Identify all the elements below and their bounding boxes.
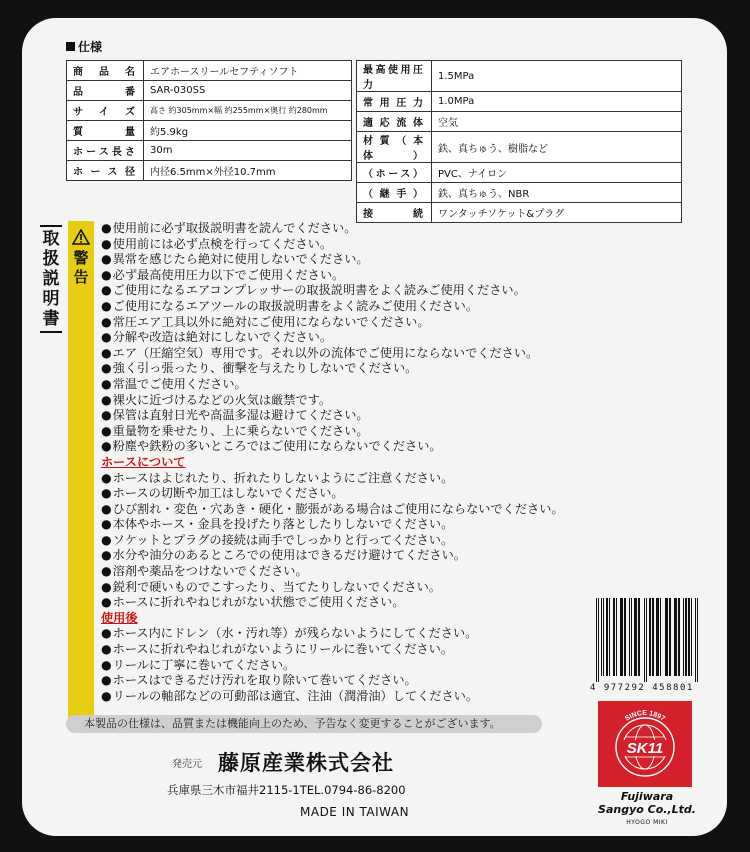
spec-value: 空気 (432, 112, 682, 132)
barcode-bar (629, 598, 630, 676)
barcode-bar (638, 598, 640, 676)
barcode-bar (674, 598, 677, 676)
spec-key: 適応流体 (357, 112, 432, 132)
barcode-bar (609, 598, 610, 676)
barcode-bar (601, 598, 602, 676)
manual-label-char: 説 (42, 269, 60, 289)
list-item: ● ホースはよじれたり、折れたりしないようにご注意ください。 (101, 471, 564, 487)
spec-key: サイズ (67, 101, 144, 121)
spec-key: 常用圧力 (357, 92, 432, 112)
list-item: ● 使用前に必ず取扱説明書を読んでください。 (101, 221, 564, 237)
barcode-bar (649, 598, 651, 676)
list-item: ● 粉塵や鉄粉の多いところではご使用にならないでください。 (101, 439, 564, 455)
warning-triangle-icon (72, 229, 90, 245)
manual-label (40, 225, 62, 333)
barcode-bar (598, 598, 599, 682)
spec-key: 接続 (357, 203, 432, 223)
barcode-number: 4 977292 458801 (590, 683, 694, 693)
manual-label-char: 扱 (42, 249, 60, 269)
list-item: ● 重量物を乗せたり、上に乗らないでください。 (101, 424, 564, 440)
spec-value: ワンタッチソケット&プラグ (432, 203, 682, 223)
spec-key: 品番 (67, 81, 144, 101)
list-item: ● 常温でご使用ください。 (101, 377, 564, 393)
spec-value: SAR-030SS (144, 81, 352, 101)
square-bullet-icon (66, 42, 75, 51)
list-item: ● ホースに折れやねじれがない状態でご使用ください。 (101, 595, 564, 611)
product-label-card (22, 18, 727, 836)
list-item: ● 使用前には必ず点検を行ってください。 (101, 237, 564, 253)
spec-key: （ホース） (357, 163, 432, 183)
spec-row (67, 161, 352, 181)
barcode-bar (691, 598, 692, 676)
barcode-bar (634, 598, 637, 676)
list-item: ● 異常を感じたら絶対に使用しないでください。 (101, 252, 564, 268)
list-item: ● 鋭利で硬いものでこすったり、当てたりしないでください。 (101, 580, 564, 596)
warning-char: 警 (73, 249, 89, 267)
barcode-bar (683, 598, 684, 676)
spec-key: ホース長さ (67, 141, 144, 161)
barcode-bar (624, 598, 626, 676)
warning-label (71, 249, 91, 287)
barcode-bar (606, 598, 608, 676)
spec-title: 仕様 (66, 38, 102, 55)
after-use-heading: 使用後 (101, 610, 138, 625)
manual-label-char: 書 (42, 309, 60, 329)
barcode-bar (613, 598, 615, 676)
barcode-bar (678, 598, 680, 676)
list-item: ● エア（圧縮空気）専用です。それ以外の流体でご使用にならないでください。 (101, 346, 564, 362)
list-item: ● 保管は直射日光や高温多湿は避けてください。 (101, 408, 564, 424)
barcode-bar (688, 598, 690, 676)
barcode-bar (685, 598, 687, 676)
list-item: ● 水分や油分のあるところでの使用はできるだけ避けてください。 (101, 548, 564, 564)
list-item: ● ホースはできるだけ汚れを取り除いて巻いてください。 (101, 673, 564, 689)
barcode-bar (596, 598, 597, 682)
spec-value: 鉄、真ちゅう、NBR (432, 183, 682, 203)
barcode-bars (590, 598, 708, 682)
list-item: ● 裸火に近づけるなどの火気は厳禁です。 (101, 393, 564, 409)
spec-row (67, 121, 352, 141)
spec-value: 30m (144, 141, 352, 161)
made-in-label: MADE IN TAIWAN (300, 805, 410, 819)
spec-value: 内径6.5mm×外径10.7mm (144, 161, 352, 181)
spec-value: 鉄、真ちゅう、樹脂など (432, 132, 682, 163)
spec-value: 1.5MPa (432, 61, 682, 92)
barcode-bar (631, 598, 632, 676)
spec-row (67, 141, 352, 161)
list-item: ● ご使用になるエアツールの取扱説明書をよく読みご使用ください。 (101, 299, 564, 315)
list-item: ● ホースの切断や加工はしないでください。 (101, 486, 564, 502)
barcode-bar (644, 598, 645, 682)
spec-key: 商品名 (67, 61, 144, 81)
barcode-bar (656, 598, 659, 676)
spec-key: 質量 (67, 121, 144, 141)
list-item: ● 必ず最高使用圧力以下でご使用ください。 (101, 268, 564, 284)
svg-text:SINCE 1897: SINCE 1897 (624, 709, 666, 723)
list-item: ● 常圧エア工具以外に絶対にご使用にならないでください。 (101, 315, 564, 331)
seller-label: 発売元 (172, 759, 202, 770)
spec-value: 1.0MPa (432, 92, 682, 112)
manual-label-char: 取 (42, 229, 60, 249)
barcode-bar (697, 598, 698, 682)
spec-key: 材質（本体） (357, 132, 432, 163)
spec-value: エアホースリールセフティソフト (144, 61, 352, 81)
spec-row (357, 92, 682, 112)
barcode-bar (695, 598, 696, 682)
hose-heading: ホースについて (101, 454, 186, 469)
barcode-bar (646, 598, 647, 682)
company-address: 兵庫県三木市福井2115-1TEL.0794-86-8200 (167, 783, 406, 797)
company-name: 藤原産業株式会社 (218, 751, 394, 775)
spec-row (357, 203, 682, 223)
list-item: ● ひび割れ・変色・穴あき・硬化・膨張がある場合はご使用にならないでください。 (101, 502, 564, 518)
spec-table-left (66, 60, 352, 181)
spec-row (357, 163, 682, 183)
list-item: ● ホースに折れやねじれがないようにリールに巻いてください。 (101, 642, 564, 658)
spec-row (357, 183, 682, 203)
spec-row (67, 61, 352, 81)
spec-key: （継手） (357, 183, 432, 203)
brand-name: Fujiwara Sangyo Co.,Ltd. HYOGO MIKI (598, 790, 696, 826)
spec-value: 約5.9kg (144, 121, 352, 141)
warning-bar (68, 221, 94, 719)
spec-value: PVC、ナイロン (432, 163, 682, 183)
barcode-bar (652, 598, 654, 676)
list-item: ● 分解や改造は絶対にしないでください。 (101, 330, 564, 346)
barcode-bar (603, 598, 604, 676)
globe-logo-icon (598, 701, 692, 787)
barcode-bar (616, 598, 617, 676)
spec-value: 高さ 約305mm×幅 約255mm×奥行 約280mm (144, 101, 352, 121)
manual-label-char: 明 (42, 289, 60, 309)
list-item: ● 溶剤や薬品をつけないでください。 (101, 564, 564, 580)
svg-text:SK11: SK11 (626, 740, 664, 757)
list-item: ● ソケットとプラグの接続は両手でしっかりと行ってください。 (101, 533, 564, 549)
barcode (590, 598, 708, 698)
spec-key: 最高使用圧力 (357, 61, 432, 92)
barcode-bar (669, 598, 671, 676)
spec-table-right (356, 60, 682, 223)
list-item: ● ホース内にドレン（水・汚れ等）が残らないようにしてください。 (101, 626, 564, 642)
list-item: ● 強く引っ張ったり、衝撃を与えたりしないでください。 (101, 361, 564, 377)
spec-row (357, 61, 682, 92)
sk11-logo (598, 701, 692, 787)
list-item: ● ご使用になるエアコンプレッサーの取扱説明書をよく読みご使用ください。 (101, 283, 564, 299)
spec-key: ホース径 (67, 161, 144, 181)
warning-char: 告 (73, 268, 89, 286)
list-item: ● リールに丁寧に巻いてください。 (101, 658, 564, 674)
notice-banner: 本製品の仕様は、品質または機能向上のため、予告なく変更することがございます。 (66, 715, 542, 733)
barcode-bar (660, 598, 661, 676)
spec-row (357, 132, 682, 163)
barcode-bar (665, 598, 668, 676)
barcode-bar (620, 598, 623, 676)
list-item: ● リールの軸部などの可動部は適宜、注油（潤滑油）してください。 (101, 689, 564, 705)
list-item: ● 本体やホース・金具を投げたり落としたりしないでください。 (101, 517, 564, 533)
spec-row (67, 101, 352, 121)
spec-row (67, 81, 352, 101)
instruction-list (101, 221, 564, 704)
spec-row (357, 112, 682, 132)
